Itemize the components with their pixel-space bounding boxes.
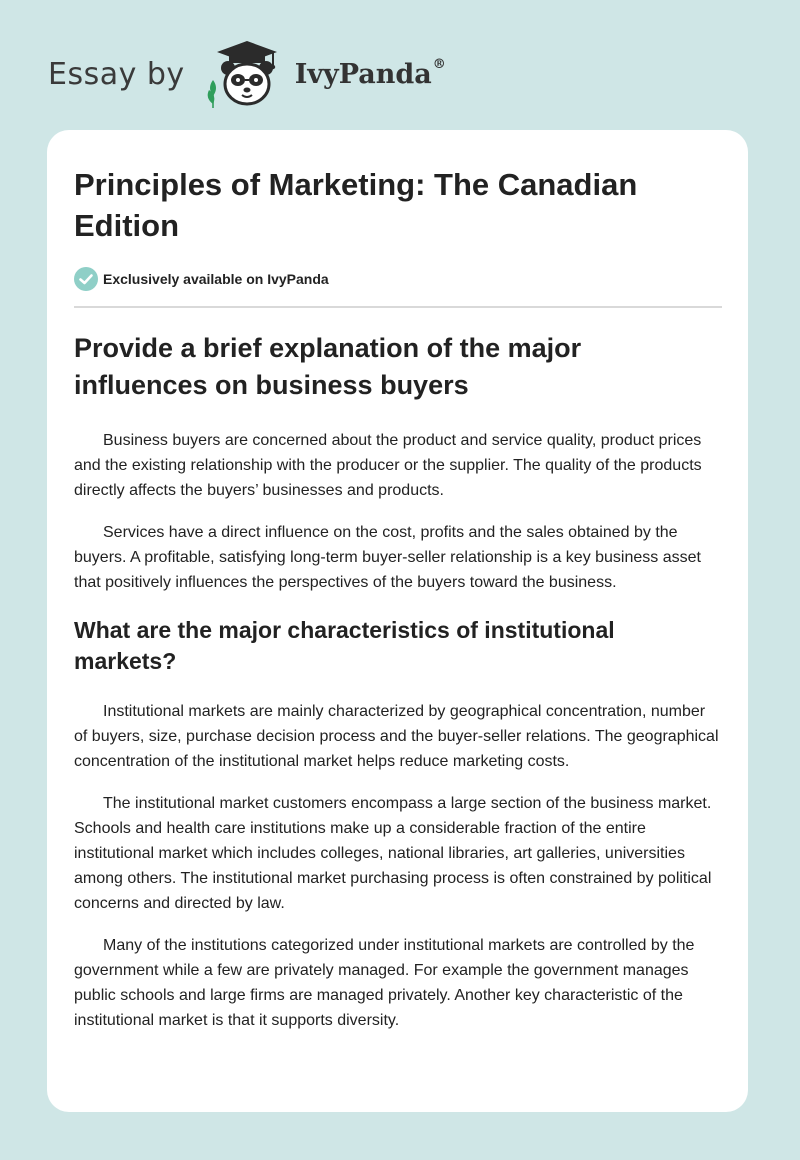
exclusive-badge-text: Exclusively available on IvyPanda (103, 271, 329, 287)
site-header (48, 34, 446, 114)
essay-title: Principles of Marketing: The Canadian Edition (74, 167, 638, 243)
check-icon (74, 267, 98, 291)
title-divider (74, 306, 722, 308)
paragraph: The institutional market customers encompass a large section of the business market. Schools and health care institutions make up a considerable fraction of the entire institutional market which includes colleges, national libraries, art galleries, universities among others. The institutional market purchasing process is often constrained by political concerns and directed by law. (74, 795, 712, 912)
paragraph: Institutional markets are mainly characterized by geographical concentration, number of buyers, size, purchase decision process and the buyer-seller relations. The geographical concentration of the institutional market helps reduce marketing costs. (74, 703, 719, 770)
paragraph: Many of the institutions categorized under institutional markets are controlled by the government while a few are privately managed. For example the government manages public schools and large firms are managed privately. Another key characteristic of the institutional market is that it supports diversity. (74, 937, 695, 1029)
paragraph: Business buyers are concerned about the product and service quality, product prices and the existing relationship with the producer or the supplier. The quality of the products directly affects the buyers’ businesses and products. (74, 432, 702, 499)
panda-logo-icon[interactable] (203, 38, 291, 110)
essay-by-label: Essay by (48, 56, 185, 92)
essay-content (74, 164, 722, 1033)
paragraph: Services have a direct influence on the cost, profits and the sales obtained by the buyers. A profitable, satisfying long-term buyer-seller relationship is a key business asset that positively influences the perspectives of the buyers toward the business. (74, 524, 701, 591)
exclusive-badge (74, 266, 722, 292)
essay-card (47, 130, 748, 1112)
brand-name[interactable]: IvyPanda® (294, 56, 446, 90)
section-heading: Provide a brief explanation of the major influences on business buyers (74, 333, 582, 400)
registered-mark: ® (432, 56, 446, 72)
section-heading: What are the major characteristics of institutional markets? (74, 617, 615, 674)
